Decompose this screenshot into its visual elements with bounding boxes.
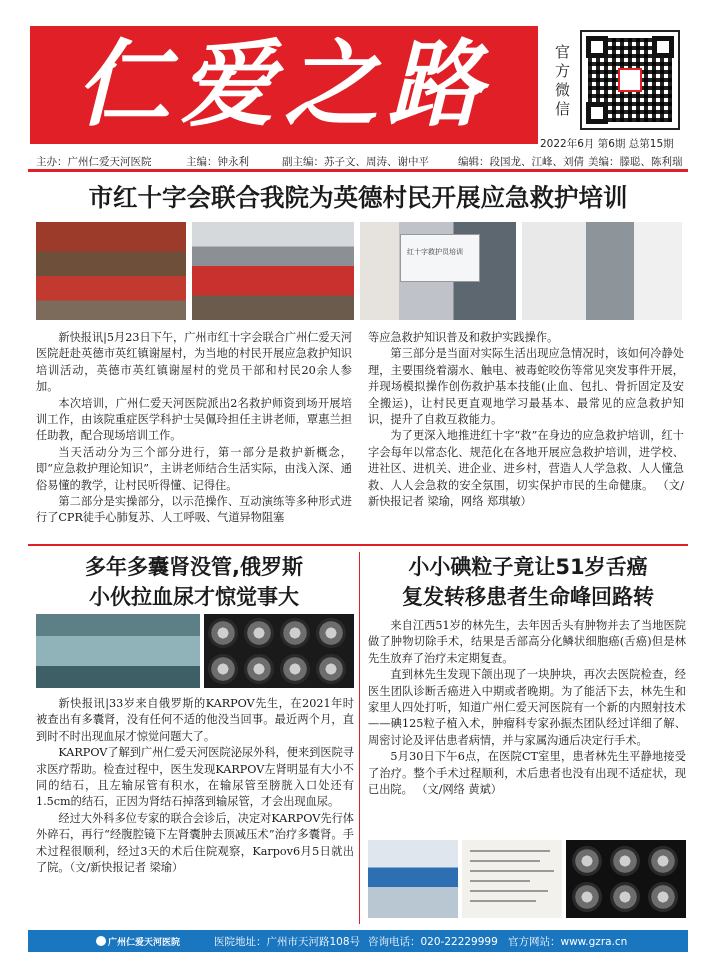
article2-paragraph: 经过大外科多位专家的联合会诊后，决定对KARPOV先行体外碎石，再行“经腹腔镜下左肾囊肿去顶减压术”治疗多囊肾。手术过程很顺利，经过3天的术后住院观察，Karpov6月5日就出了院。（文/新快报记者 梁瑜） [36, 811, 354, 875]
article1-column-left [36, 330, 352, 527]
photo-training-audience [192, 222, 354, 320]
photo-ct-scans [204, 614, 354, 688]
credit-art-editor: 美编：滕聪、陈利瑞 [588, 156, 683, 168]
photo-surgery-team [36, 614, 200, 688]
photo-ct-room [368, 840, 458, 918]
credit-chief-editor: 主编：钟永利 [186, 156, 249, 168]
article3-headline-line2: 复发转移患者生命峰回路转 [402, 585, 654, 609]
footer-address: 医院地址：广州市天河路108号 [214, 936, 361, 948]
credit-sponsor: 主办：广州仁爱天河医院 [36, 156, 152, 168]
article3-paragraph: 来自江西51岁的林先生，去年因舌头有肿物并去了当地医院做了肿物切除手术，结果是舌部高分化鳞状细胞癌(舌癌)但是林先生放弃了治疗未定期复查。 [368, 619, 686, 665]
wechat-label: 官方微信 [553, 44, 571, 120]
newspaper-title: 仁爱之路 [75, 30, 492, 140]
projection-screen [400, 234, 480, 282]
issue-info: 2022年6月 第6期 总第15期 [540, 138, 674, 150]
photo-cpr-demo [522, 222, 682, 320]
qr-finder-bottom-left [586, 102, 608, 124]
section-divider [28, 544, 688, 546]
wechat-qr-code [580, 30, 680, 130]
qr-finder-top-left [586, 36, 608, 58]
article2-headline-line1: 多年多囊肾没管,俄罗斯 [85, 555, 303, 579]
article2-headline-line2: 小伙拉血尿才惊觉事大 [89, 585, 299, 609]
article3-body [368, 618, 686, 798]
article3-headline [368, 552, 688, 612]
credit-editors: 编辑：段国龙、江峰、刘倩 [458, 156, 584, 168]
footer-website: 官方网站：www.gzra.cn [508, 936, 628, 948]
footer-phone: 咨询电话：020-22229999 [368, 936, 498, 948]
credits-bar [28, 152, 688, 172]
footer-bar [28, 930, 688, 952]
article1-paragraph: 本次培训，广州仁爱天河医院派出2名救护师资到场开展培训工作，由该院重症医学科护士吴佩玲担任主讲老师，覃惠兰担任助教，配合现场培训工作。 [36, 396, 352, 443]
photo-medical-report [462, 840, 562, 918]
article3-headline-line1: 小小碘粒子竟让51岁舌癌 [408, 555, 648, 579]
article2-paragraph: 新快报讯|33岁来自俄罗斯的KARPOV先生，在2021年时被查出有多囊肾，没有任何不适的他没当回事。最近两个月，直到时不时出现血尿才惊觉问题大了。 [36, 697, 354, 743]
article2-paragraph: KARPOV了解到广州仁爱天河医院泌尿外科，便来到医院寻求医疗帮助。检查过程中，医生发现KARPOV左肾明显有大小不同的结石，且左输尿管有积水，在输尿管至膀胱入口处还有1.5cm的结石，正因为肾结石掉落到输尿管，才会出现血尿。 [36, 746, 354, 809]
article1-headline: 市红十字会联合我院为英德村民开展应急救护培训 [88, 183, 628, 212]
article1-paragraph: 新快报讯|5月23日下午，广州市红十字会联合广州仁爱天河医院赶赴英德市英红镇谢屋村，为当地的村民开展应急救护知识培训活动，英德市英红镇谢屋村的党员干部和村民20余人参加。 [36, 331, 353, 394]
article1-paragraph: 当天活动分为三个部分进行，第一部分是救护新概念，即“应急救护理论知识”，主讲老师结合生活实际，由浅入深、通俗易懂的教学，让村民听得懂、记得住。 [36, 445, 352, 492]
article1-paragraph: 为了更深入地推进红十字“救”在身边的应急救护培训，红十字会每年以常态化、规范化在各地开展应急救护培训，进学校、进社区、进机关、进企业、进乡村，营造人人学急救、人人懂急救、人人会急救的安全氛围，切实保护市民的生命健康。 （文/新快报记者 梁瑜，网络 郑琪敏） [368, 429, 684, 509]
article2-headline [36, 552, 352, 612]
column-divider [359, 552, 360, 924]
article2-body [36, 696, 354, 876]
hospital-logo-icon [96, 936, 106, 946]
article1-paragraph: 第二部分是实操部分，以示范操作、互动演练等多种形式进行了CPR徒手心肺复苏、人工呼吸、气道异物阻塞 [36, 495, 352, 525]
article1-paragraph-continued: 等应急救护知识普及和救护实践操作。 [368, 331, 559, 344]
credit-deputy-editor: 副主编：苏子文、周涛、谢中平 [282, 156, 429, 168]
article3-paragraph: 直到林先生发现下颌出现了一块肿块，再次去医院检查，经医生团队诊断舌癌进入中期或者晚期。为了能活下去，林先生和家里人四处打听，知道广州仁爱天河医院有一个新的内照射技术——碘125粒子植入术，肿瘤科专家孙振杰团队经过详细了解、周密讨论及评估患者病情，并与家属沟通后决定行手术。 [368, 668, 686, 747]
qr-logo-icon [618, 68, 642, 92]
footer-logo-text: 广州仁爱天河医院 [108, 938, 181, 948]
article3-paragraph: 5月30日下午6点，在医院CT室里，患者林先生平静地接受了治疗。整个手术过程顺利，术后患者也没有出现不适症状，现已出院。 （文/网络 黄斌） [368, 750, 686, 797]
masthead-banner [30, 26, 538, 144]
photo-scan-images [566, 840, 686, 918]
article1-column-right [368, 330, 684, 510]
photo-lecturer-screen [360, 222, 516, 320]
article1-paragraph: 第三部分是当面对实际生活出现应急情况时，该如何冷静处理，主要围绕着溺水、触电、被毒蛇咬伤等常见突发事件开展，并现场模拟操作创伤救护基本技能(止血、包扎、骨折固定及安全搬运)，让村民更直观地学习最基本、最常见的应急救护知识，提升了自救互救能力。 [368, 347, 684, 427]
screen-caption: 红十字救护员培训 [407, 248, 463, 256]
qr-finder-top-right [652, 36, 674, 58]
photo-group-villagers [36, 222, 186, 320]
